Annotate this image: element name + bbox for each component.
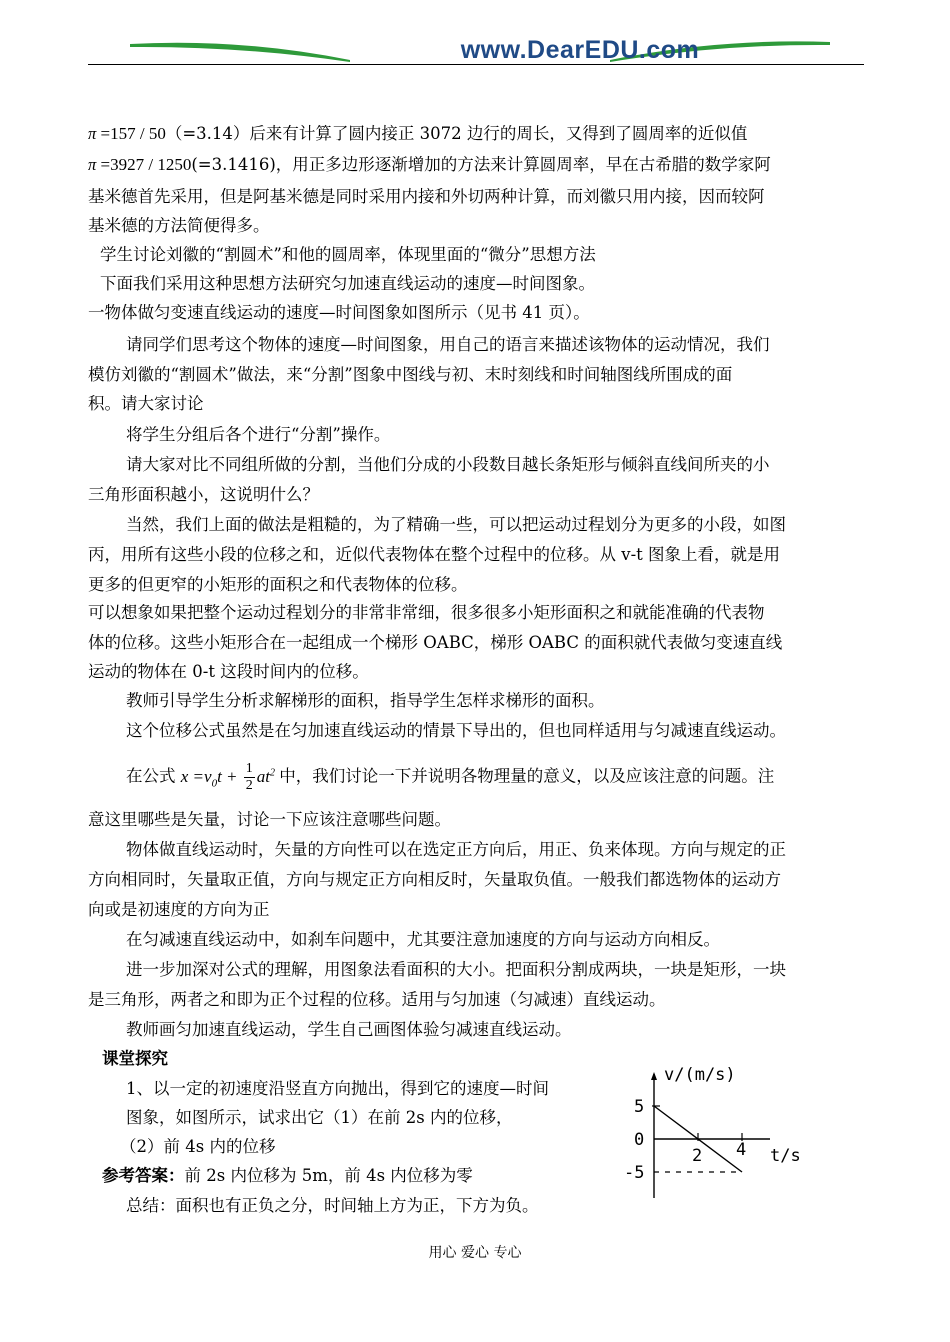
paragraph-line: 基米德的方法简便得多。 [88,216,270,235]
paragraph-line: 更多的但更窄的小矩形的面积之和代表物体的位移。 [88,575,468,594]
y-tick-label: -5 [624,1163,645,1183]
paragraph-line: 当然，我们上面的做法是粗糙的，为了精确一些，可以把运动过程划分为更多的小段，如图 [126,515,786,534]
formula-part: at [256,766,270,786]
pi-symbol: π [88,124,97,143]
paragraph-text: (=3.1416)，用正多边形逐渐增加的方法来计算圆周率，早在古希腊的数学家阿 [191,155,771,174]
fraction-denominator: 2 [245,778,253,794]
paragraph-line: 物体做直线运动时，矢量的方向性可以在选定正方向后，用正、负来体现。方向与规定的正 [126,840,786,859]
summary-line: 总结：面积也有正负之分，时间轴上方为正，下方为负。 [126,1196,539,1215]
paragraph-line: 进一步加深对公式的理解，用图象法看面积的大小。把面积分割成两块，一块是矩形，一块 [126,960,786,979]
y-tick-label: 5 [634,1097,645,1117]
paragraph-line: 教师引导学生分析求解梯形的面积，指导学生怎样求梯形的面积。 [126,691,605,710]
paragraph-line: 向或是初速度的方向为正 [88,900,270,919]
y-axis-label: v/(m/s) [664,1065,736,1085]
x-tick-label: 4 [736,1140,747,1160]
paragraph-line: 基米德首先采用，但是阿基米德是同时采用内接和外切两种计算，而刘徽只用内接，因而较阿 [88,187,765,206]
formula-part: t + [217,766,238,786]
paragraph-line: 方向相同时，矢量取正值，方向与规定正方向相反时，矢量取负值。一般我们都选物体的运动方 [88,870,781,889]
paragraph-line: 下面我们采用这种思想方法研究匀加速直线运动的速度—时间图象。 [100,274,595,293]
answer-text: 前 2s 内位移为 5m，前 4s 内位移为零 [184,1166,473,1185]
question-line: （2）前 4s 内的位移 [120,1137,276,1156]
paragraph-line: 是三角形，两者之和即为正个过程的位移。适用与匀加速（匀减速）直线运动。 [88,990,666,1009]
x-tick-label: 2 [692,1146,703,1166]
question-line: 1、以一定的初速度沿竖直方向抛出，得到它的速度—时间 [126,1079,549,1098]
x-axis-label: t/s [770,1146,801,1166]
paragraph-line: 将学生分组后各个进行“分割”操作。 [126,425,391,444]
logo-text[interactable]: www.DearEDU.com [460,36,700,64]
paragraph-line [88,124,747,144]
paragraph-line: 三角形面积越小，这说明什么？ [88,485,319,504]
answer-line [102,1166,473,1186]
pi-fraction-2: =3927 / 1250 [96,155,192,174]
formula-part: x =v [180,766,212,786]
y-axis-arrow-icon [651,1072,657,1080]
fraction-numerator: 1 [245,761,253,777]
paragraph-line: 在匀减速直线运动中，如刹车问题中，尤其要注意加速度的方向与运动方向相反。 [126,930,720,949]
pi-fraction-1: =157 / 50 [96,124,166,143]
paragraph-line: 模仿刘徽的“割圆术”做法，来“分割”图象中图线与初、末时刻线和时间轴图线所围成的面 [88,365,733,384]
paragraph-text: （=3.14）后来有计算了圆内接正 3072 边行的周长，又得到了圆周率的近似值 [165,124,748,143]
paragraph-text: 中，我们讨论一下并说明各物理量的意义，以及应该注意的问题。注 [279,766,775,786]
paragraph-line [88,155,771,175]
pi-symbol: π [88,155,97,174]
paragraph-line: 意这里哪些是矢量，讨论一下应该注意哪些问题。 [88,810,451,829]
paragraph-line: 学生讨论刘徽的“割圆术”和他的圆周率，体现里面的“微分”思想方法 [100,245,596,264]
displacement-formula [180,761,280,794]
section-title: 课堂探究 [102,1049,168,1068]
paragraph-line: 体的位移。这些小矩形合在一起组成一个梯形 OABC，梯形 OABC 的面积就代表做匀变速直线 [88,633,783,652]
header-rule [88,64,864,65]
paragraph-line: 可以想象如果把整个运动过程划分的非常非常细，很多很多小矩形面积之和就能准确的代表物 [88,603,765,622]
paragraph-line: 教师画匀加速直线运动，学生自己画图体验匀减速直线运动。 [126,1020,572,1039]
paragraph-line: 请同学们思考这个物体的速度—时间图象，用自己的语言来描述该物体的运动情况，我们 [126,335,770,354]
velocity-time-graph [620,1064,810,1204]
paragraph-text: 在公式 [126,766,176,786]
paragraph-line: 积。请大家讨论 [88,394,204,413]
formula-subscript: 0 [211,777,218,790]
formula-fraction [244,761,255,794]
y-tick-label: 0 [634,1130,645,1150]
header-logo [120,34,840,74]
paragraph-line: 这个位移公式虽然是在匀加速直线运动的情景下导出的，但也同样适用与匀减速直线运动。 [126,721,786,740]
question-line: 图象，如图所示，试求出它（1）在前 2s 内的位移， [126,1108,513,1127]
paragraph-line: 丙，用所有这些小段的位移之和，近似代表物体在整个过程中的位移。从 v-t 图象上看，就是用 [88,545,781,564]
paragraph-line: 请大家对比不同组所做的分割，当他们分成的小段数目越长条矩形与倾斜直线间所夹的小 [126,455,770,474]
paragraph-line: 运动的物体在 0-t 这段时间内的位移。 [88,662,369,681]
paragraph-line: 一物体做匀变速直线运动的速度—时间图象如图所示（见书 41 页）。 [88,303,590,322]
formula-line [126,755,774,801]
footer-text: 用心 爱心 专心 [428,1245,522,1261]
answer-label: 参考答案： [102,1166,185,1185]
formula-superscript: 2 [270,767,275,778]
